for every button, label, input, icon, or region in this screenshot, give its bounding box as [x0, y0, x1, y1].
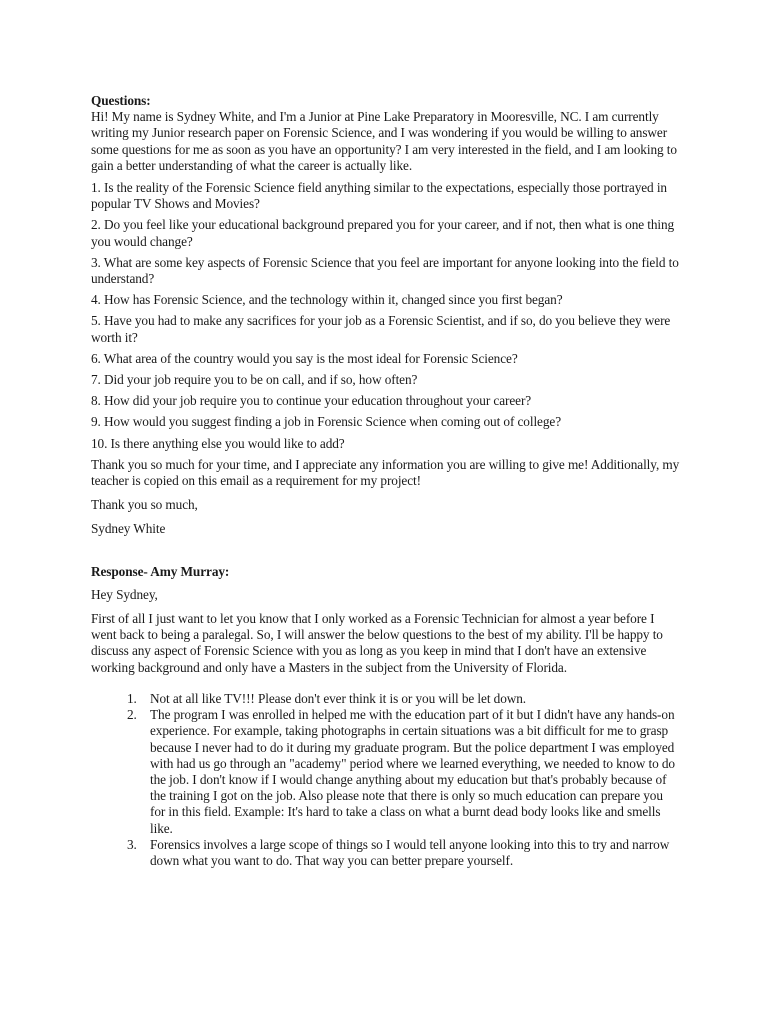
answer-text: The program I was enrolled in helped me with the education part of it but I didn't have any hands-on experience. For example, taking photographs in certain situations was a bit difficult for me to grasp because I never had to do it during my graduate program. But the police department I was employed with had us go through an "academy" period where we learned everything, we needed to know to do the job. I don't know if I would change anything about my education but that's probably because of the training I got on the job. Also please note that there is only so much education can prepare you for in this field. Example: It's hard to take a class on what a burnt dead body looks like and smells like.: [150, 707, 675, 836]
question-item: 4. How has Forensic Science, and the technology within it, changed since you first began?: [91, 292, 563, 308]
questions-signature: Sydney White: [91, 521, 166, 537]
questions-heading: Questions:: [91, 93, 151, 108]
answer-item: [91, 691, 681, 707]
question-item: 2. Do you feel like your educational background prepared you for your career, and if not, then what is one thing you would change?: [91, 217, 675, 249]
answer-text: Forensics involves a large scope of things so I would tell anyone looking into this to try and narrow down what you want to do. That way you can better prepare yourself.: [150, 836, 670, 868]
answer-text: Not at all like TV!!! Please don't ever think it is or you will be let down.: [150, 690, 527, 706]
response-intro: First of all I just want to let you know that I only worked as a Forensic Technician for almost a year before I went back to being a paralegal. So, I will answer the below questions to the best of my ability. I'll be happy to discuss any aspect of Forensic Science with you as long as you keep in mind that I don't have an extensive working background and only have a Masters in the subject from the University of Florida.: [91, 611, 663, 675]
answer-item: [91, 837, 681, 869]
answer-number: 3.: [127, 836, 137, 852]
response-heading: Response- Amy Murray:: [91, 563, 230, 579]
response-greeting: Hey Sydney,: [91, 586, 158, 602]
question-item: 5. Have you had to make any sacrifices for your job as a Forensic Scientist, and if so, do you believe they were worth it?: [91, 313, 671, 345]
answers-list: [91, 691, 681, 869]
answer-number: 1.: [127, 690, 137, 706]
questions-thanks: Thank you so much,: [91, 497, 198, 513]
questions-closing: Thank you so much for your time, and I appreciate any information you are willing to give me! Additionally, my teacher is copied on this email as a requirement for my project!: [91, 456, 680, 489]
question-item: 6. What area of the country would you say is the most ideal for Forensic Science?: [91, 350, 518, 366]
question-item: 7. Did your job require you to be on call, and if so, how often?: [91, 372, 418, 388]
question-item: 10. Is there anything else you would like to add?: [91, 435, 345, 451]
question-item: 3. What are some key aspects of Forensic Science that you feel are important for anyone looking into the field to understand?: [91, 254, 679, 287]
question-item: 8. How did your job require you to continue your education throughout your career?: [91, 393, 532, 409]
question-item: 1. Is the reality of the Forensic Science field anything similar to the expectations, especially those portrayed in popular TV Shows and Movies?: [91, 180, 667, 212]
question-item: 9. How would you suggest finding a job in Forensic Science when coming out of college?: [91, 414, 561, 430]
answer-number: 2.: [127, 707, 137, 723]
answer-item: [91, 707, 681, 837]
questions-intro: Hi! My name is Sydney White, and I'm a Junior at Pine Lake Preparatory in Mooresville, NC. I am currently writing my Junior research paper on Forensic Science, and I was wondering if you would be willing to answer some questions for me as soon as you have an opportunity? I am very interested in the field, and I am looking to gain a better understanding of what the career is actually like.: [91, 109, 677, 173]
document-page: [91, 93, 681, 869]
